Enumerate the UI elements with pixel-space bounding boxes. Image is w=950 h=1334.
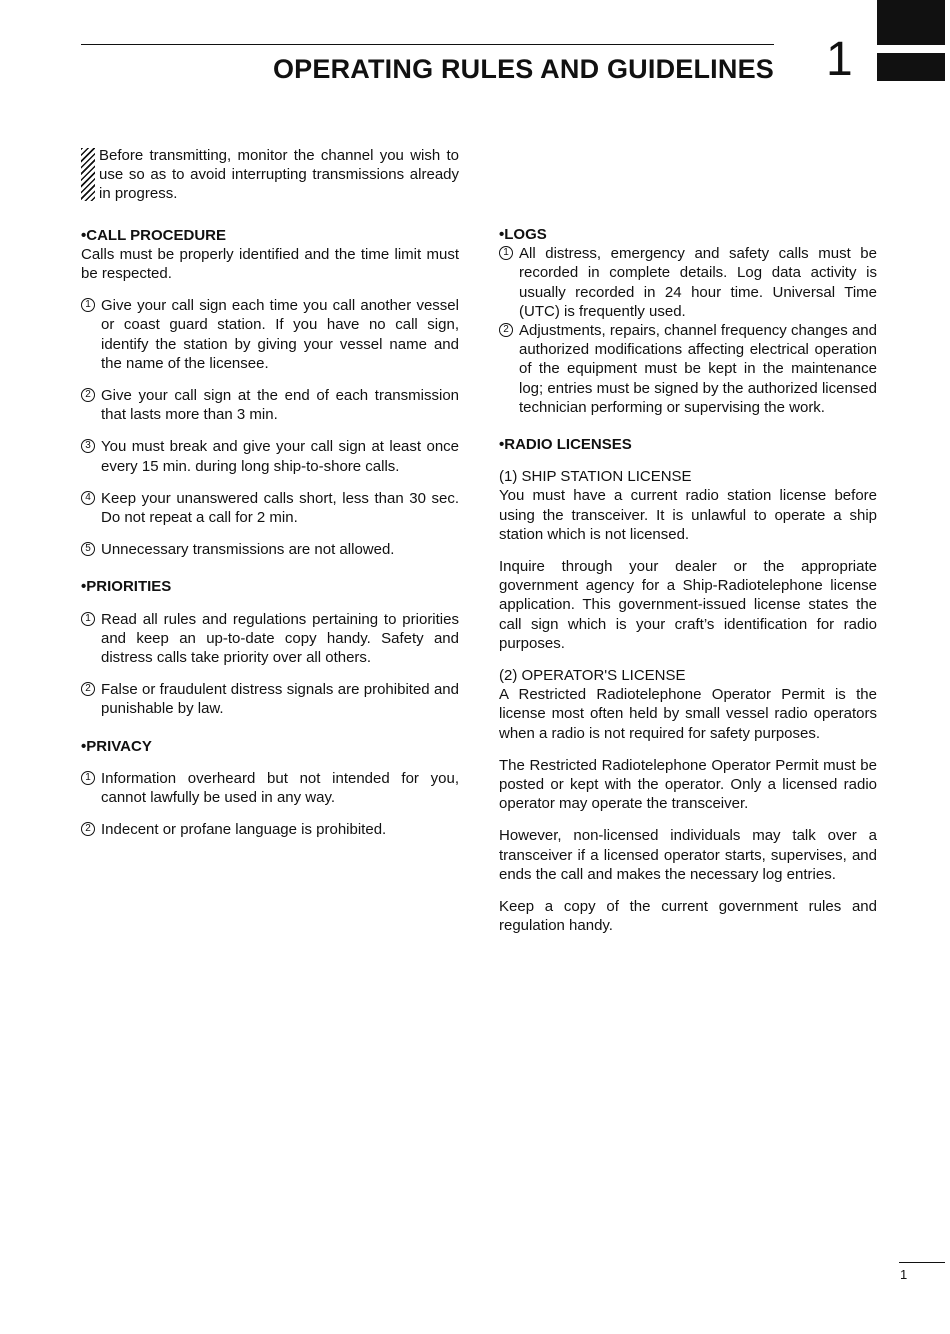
- footer-rule: [899, 1262, 945, 1263]
- list-item: [81, 540, 459, 559]
- paragraph: Keep a copy of the current government rules and regulation handy.: [499, 898, 877, 935]
- item-text: Adjustments, repairs, channel frequency changes and authorized modifications affecting electrical operation of the equipment must be kept in the maintenance log; entries must be signed by the authorized licensed technician performing or supervising the work.: [519, 322, 877, 416]
- subheading-ship-station: (1) SHIP STATION LICENSE: [499, 468, 692, 486]
- section-radio-licenses: [499, 435, 877, 935]
- section-call-procedure: [81, 226, 459, 560]
- note-hatch-icon: [81, 148, 95, 201]
- section-intro: Calls must be properly identified and the time limit must be respected.: [81, 245, 459, 283]
- section-logs: [499, 225, 877, 417]
- section-heading: •PRIORITIES: [81, 578, 172, 596]
- chapter-tab-marker: [877, 53, 945, 81]
- item-text: All distress, emergency and safety calls must be recorded in complete details. Log data activity is usually recorded in 24 hour time. Universal Time (UTC) is frequently used.: [519, 245, 877, 320]
- list-item: [81, 680, 459, 718]
- header-rule: [81, 44, 774, 45]
- paragraph: A Restricted Radiotelephone Operator Permit is the license most often held by small vessel radio operators when a radio is not required for safety purposes.: [499, 686, 877, 742]
- note-block: [81, 146, 459, 204]
- item-number-circle: 4: [81, 491, 95, 505]
- section-heading: •LOGS: [499, 226, 547, 243]
- list-item: [81, 610, 459, 668]
- left-column: [81, 146, 459, 857]
- item-number-circle: 1: [81, 298, 95, 312]
- list-item: [81, 769, 459, 807]
- item-number-circle: 3: [81, 439, 95, 453]
- section-heading: •CALL PROCEDURE: [81, 226, 226, 244]
- item-text: False or fraudulent distress signals are prohibited and punishable by law.: [101, 681, 459, 718]
- right-column: [499, 225, 877, 954]
- list-item: [81, 437, 459, 475]
- list-item: [81, 820, 459, 839]
- page-title: OPERATING RULES AND GUIDELINES: [272, 54, 774, 84]
- list-item: [81, 296, 459, 373]
- item-text: Information overheard but not intended for you, cannot lawfully be used in any way.: [101, 769, 459, 807]
- item-text: Indecent or profane language is prohibited.: [101, 821, 387, 839]
- paragraph: The Restricted Radiotelephone Operator Permit must be posted or kept with the operator. Only a licensed radio operator may operate the transceiver.: [499, 756, 877, 813]
- item-number-circle: 1: [81, 612, 95, 626]
- paragraph: Inquire through your dealer or the appropriate government agency for a Ship-Radiotelephone license application. This government-issued license states the call sign which is your craft’s identification for radio purposes.: [499, 558, 877, 652]
- list-item: [499, 321, 877, 417]
- paragraph: However, non-licensed individuals may talk over a transceiver if a licensed operator starts, supervises, and ends the call and makes the necessary log entries.: [499, 827, 877, 883]
- item-number-circle: 5: [81, 542, 95, 556]
- item-text: Give your call sign at the end of each transmission that lasts more than 3 min.: [101, 387, 459, 424]
- item-text: Give your call sign each time you call another vessel or coast guard station. If you have no call sign, identify the station by giving your vessel name and the name of the licensee.: [101, 297, 459, 372]
- subheading-operator: (2) OPERATOR'S LICENSE: [499, 667, 686, 685]
- list-item: [81, 489, 459, 527]
- section-priorities: [81, 577, 459, 718]
- item-number-circle: 1: [81, 771, 95, 785]
- section-privacy: [81, 737, 459, 840]
- list-item: [81, 386, 459, 424]
- paragraph: You must have a current radio station license before using the transceiver. It is unlawful to operate a ship station which is not licensed.: [499, 487, 877, 543]
- page-number: 1: [900, 1267, 908, 1282]
- item-text: You must break and give your call sign at least once every 15 min. during long ship-to-shore calls.: [101, 438, 459, 475]
- chapter-tab-top: [877, 0, 945, 45]
- item-number-circle: 2: [499, 323, 513, 337]
- note-text: Before transmitting, monitor the channel you wish to use so as to avoid interrupting transmissions already in progress.: [99, 147, 459, 203]
- section-heading: •RADIO LICENSES: [499, 436, 632, 454]
- list-item: [499, 244, 877, 321]
- item-text: Read all rules and regulations pertaining to priorities and keep an up-to-date copy handy. Safety and distress calls take priority over all others.: [101, 610, 459, 667]
- item-text: Keep your unanswered calls short, less than 30 sec. Do not repeat a call for 2 min.: [101, 489, 459, 527]
- item-number-circle: 2: [81, 682, 95, 696]
- item-number-circle: 2: [81, 822, 95, 836]
- chapter-number: 1: [826, 33, 853, 86]
- item-number-circle: 2: [81, 388, 95, 402]
- item-text: Unnecessary transmissions are not allowed.: [101, 541, 395, 559]
- section-heading: •PRIVACY: [81, 737, 152, 755]
- item-number-circle: 1: [499, 246, 513, 260]
